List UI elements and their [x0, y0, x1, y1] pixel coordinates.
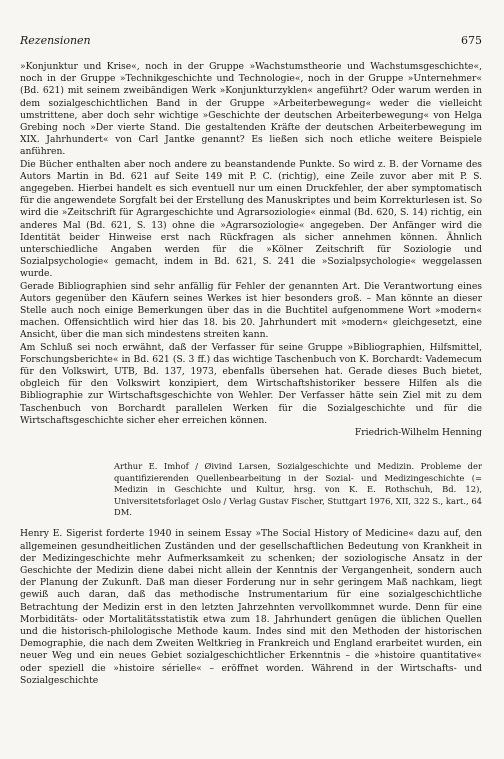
document-page [20, 34, 482, 687]
paragraph: »Konjunktur und Krise«, noch in der Gruppe »Wachstumstheorie und Wachstumsgeschichte«, noch in der Gruppe »Technikgeschichte und Technologie«, noch in der Gruppe »Unternehmer« (Bd. 621) mit seinem zweibändigen Werk »Konjunkturzyklen« angeführt? Oder warum werden in dem sozialgeschichtlichen Band in der Gruppe »Arbeiterbewegung« weder die vielleicht umstrittene, aber doch sehr wichtige »Geschichte der deutschen Arbeiterbewegung« von Helga Grebing noch »Der vierte Stand. Die gestaltenden Kräfte der deutschen Arbeiterbewegung im XIX. Jahrhundert« von Carl Jantke genannt? Es ließen sich noch etliche weitere Beispiele anführen. [20, 61, 482, 158]
review-body [20, 61, 482, 427]
paragraph: Am Schluß sei noch erwähnt, daß der Verfasser für seine Gruppe »Bibliographien, Hilfsmittel, Forschungsberichte« in Bd. 621 (S. 3 ff.) das wichtige Taschenbuch von K. Borchardt: Vademecum für den Volkswirt, UTB, Bd. 137, 1973, ebenfalls übersehen hat. Gerade dieses Buch bietet, obgleich für den Volkswirt konzipiert, dem Wirtschaftshistoriker bessere Hilfen als die Bibliographie zur Wirtschaftsgeschichte von Wehler. Der Verfasser hätte sein Ziel mit zu dem Taschenbuch von Borchardt parallelen Werken für die Sozialgeschichte und für die Wirtschaftsgeschichte sicher eher erreichen können. [20, 341, 482, 426]
page-number: 675 [461, 34, 482, 47]
paragraph: Henry E. Sigerist forderte 1940 in seinem Essay »The Social History of Medicine« dazu auf, den allgemeinen gesundheitlichen Zuständen und der gesellschaftlichen Bedeutung von Krankheit in der Medizingeschichte mehr Aufmerksamkeit zu schenken; der soziologische Ansatz in der Geschichte der Medizin diene dabei nicht allein der Kenntnis der Vergangenheit, sondern auch der Planung der Zukunft. Daß man dieser Forderung nur in sehr geringem Maß nachkam, liegt gewiß auch daran, daß das methodische Instrumentarium für eine sozialgeschichtliche Betrachtung der Medizin erst in den letzten Jahrzehnten vervollkommnet wurde. Denn für eine Morbiditäts- oder Mortalitätsstatistik etwa zum 18. Jahrhundert genügen die üblichen Quellen und die historisch-philologische Methode kaum. Indes sind mit den Methoden der historischen Demographie, die nach dem Zweiten Weltkrieg in Frankreich und England erarbeitet wurden, ein neuer Weg und ein neues Gebiet sozialgeschichtlicher Erkenntnis – die »histoire quantitative« oder speziell die »histoire sérielle« – eröffnet worden. Während in der Wirtschafts- und Sozialgeschichte [20, 528, 482, 686]
paragraph: Die Bücher enthalten aber noch andere zu beanstandende Punkte. So wird z. B. der Vorname des Autors Martin in Bd. 621 auf Seite 149 mit P. C. (richtig), eine Zeile zuvor aber mit P. S. angegeben. Hierbei handelt es sich eventuell nur um einen Druckfehler, der aber symptomatisch für die angewendete Sorgfalt bei der Erstellung des Manuskriptes und beim Korrekturlesen ist. So wird die »Zeitschrift für Agrargeschichte und Agrarsoziologie« einmal (Bd. 620, S. 14) richtig, ein anderes Mal (Bd. 621, S. 13) ohne die »Agrarsoziologie« angegeben. Der Anfänger wird die Identität beider Hinweise erst nach Rückfragen als sicher annehmen können. Ähnlich unterschiedliche Angaben werden für die »Kölner Zeitschrift für Soziologie und Sozialpsychologie« gemacht, indem in Bd. 621, S. 241 die »Sozialpsychologie« weggelassen wurde. [20, 158, 482, 280]
next-review-body [20, 528, 482, 687]
section-title: Rezensionen [20, 34, 91, 47]
reference-text: Arthur E. Imhof / Øivind Larsen, Sozialgeschichte und Medizin. Probleme der quantifizierenden Quellenbearbeitung in der Sozial- und Medizingeschichte (= Medizin in Geschichte und Kultur, hrsg. von K. E. Rothschuh, Bd. 12), Universitetsforlaget Oslo / Verlag Gustav Fischer, Stuttgart 1976, XII, 322 S., kart., 64 DM. [114, 461, 482, 517]
paragraph: Gerade Bibliographien sind sehr anfällig für Fehler der genannten Art. Die Verantwortung eines Autors gegenüber den Käufern seines Werkes ist hier besonders groß. – Man könnte an dieser Stelle auch noch einige Bemerkungen über das in die Buchtitel aufgenommene Wort »modern« machen. Offensichtlich wird hier das 18. bis 20. Jahrhundert mit »modern« gleichgesetzt, eine Ansicht, über die man sich mindestens streiten kann. [20, 280, 482, 341]
book-reference [114, 461, 482, 518]
running-head [20, 34, 482, 47]
reviewer-signature: Friedrich-Wilhelm Henning [354, 427, 482, 439]
